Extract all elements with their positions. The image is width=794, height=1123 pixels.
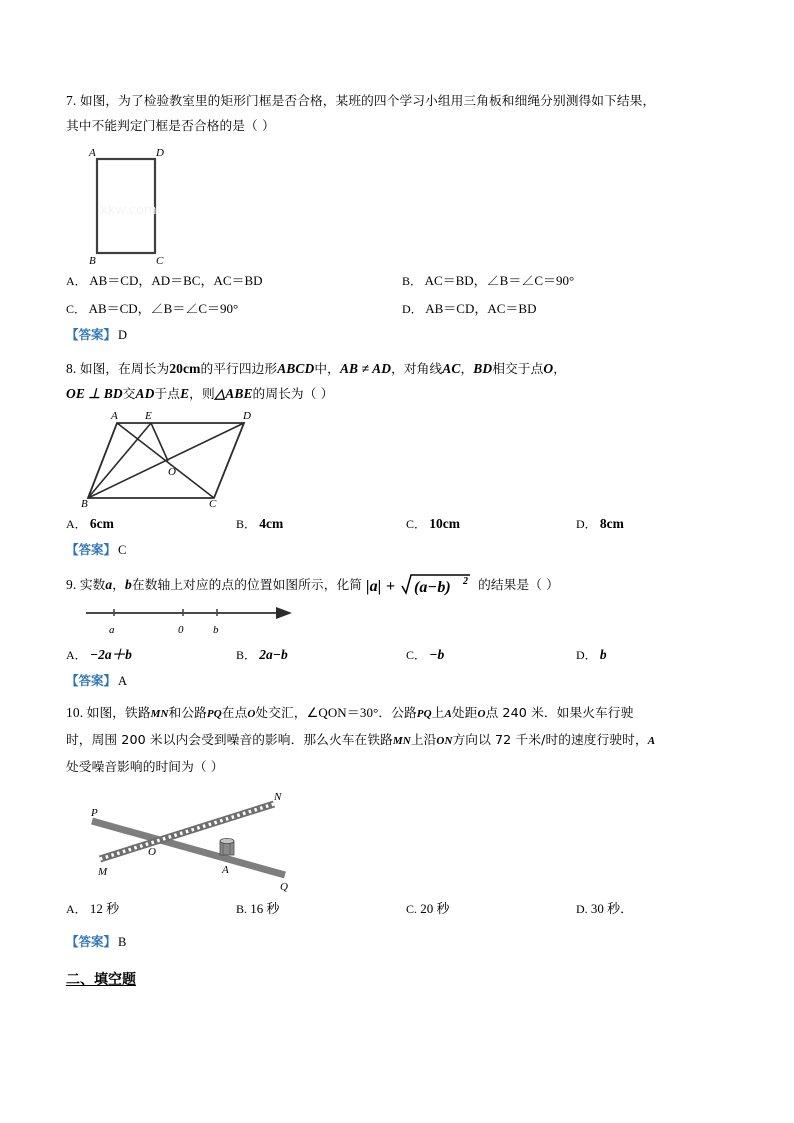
figure-label-A: A (222, 864, 229, 876)
parallelogram-svg (72, 408, 272, 508)
option-B-text: 16 秒 (250, 901, 280, 916)
q10-t11: 上 (431, 705, 445, 720)
q10-t5: 在点 (221, 705, 248, 720)
option-C-letter: C． (406, 517, 427, 531)
question-7-options-row2 (66, 297, 738, 321)
figure-label-O: O (148, 846, 156, 858)
q10-t7: 处交汇， (255, 705, 307, 720)
rectangle-door-frame-svg (78, 142, 258, 267)
question-8-option-B[interactable] (236, 512, 406, 536)
option-C-text: 10cm (429, 516, 461, 531)
question-7-option-B[interactable] (402, 269, 738, 293)
question-9-option-B[interactable] (236, 643, 406, 667)
option-A-text: −2a＋b (89, 647, 132, 662)
house-icon (220, 838, 234, 855)
figure-label-A: A (111, 410, 118, 422)
question-9-number: 9. (66, 577, 77, 593)
formula-radicand: (a−b) (414, 579, 451, 596)
option-A-text: 12 秒 (89, 901, 120, 916)
segment-BE (88, 423, 151, 498)
q10-t8: ∠QON＝30° (306, 705, 379, 720)
q8-u1: OE ⊥ BD (66, 386, 123, 401)
question-10-answer (66, 929, 738, 955)
q8-t7: ，对角线 (391, 361, 443, 376)
question-8-stem-line1 (66, 356, 738, 381)
figure-label-D: D (156, 147, 164, 159)
figure-label-C: C (156, 255, 164, 267)
q8-t2: 20cm (169, 361, 201, 376)
question-8-option-D[interactable] (576, 512, 736, 536)
question-7-number: 7. (66, 93, 77, 108)
question-10-stem-line1 (66, 700, 738, 727)
figure-label-A: A (89, 147, 96, 159)
q10-t1: 如图，铁路 (86, 705, 151, 720)
q9-t1: 实数 (79, 577, 106, 593)
figure-label-B: B (81, 498, 88, 508)
option-C-text: −b (429, 647, 445, 662)
section-heading: 二、填空题 (66, 972, 136, 988)
q8-t5: 中， (314, 361, 340, 376)
q10-t9: ．公路 (378, 705, 417, 720)
number-line-svg (78, 601, 308, 643)
formula-plus: + (386, 578, 396, 595)
number-line-label-0: 0 (178, 624, 184, 636)
answer-value: D (118, 328, 128, 342)
option-D-letter: D． (402, 302, 423, 316)
question-7-option-A[interactable] (66, 269, 402, 293)
q10-t2: MN (150, 708, 169, 720)
option-D-letter: D． (576, 648, 597, 662)
option-D-text: AB＝CD，AC＝BD (425, 301, 537, 316)
question-10-option-C[interactable] (406, 897, 576, 921)
option-D-text: b (599, 647, 607, 662)
q8-u7: △ABE (214, 386, 253, 401)
answer-label: 【答案】 (66, 934, 117, 949)
option-D-text: 8cm (599, 516, 624, 531)
q8-u3: AD (135, 386, 155, 401)
option-A-text: 6cm (89, 516, 114, 531)
figure-label-M: M (98, 866, 108, 878)
question-8-options (66, 512, 738, 536)
question-8-number: 8. (66, 361, 77, 376)
q9-t2: a (105, 577, 113, 593)
figure-label-D: D (243, 410, 251, 422)
q8-u8: 的周长为（ ） (252, 386, 334, 401)
answer-label: 【答案】 (66, 542, 117, 557)
figure-label-E: E (145, 410, 152, 422)
q10-t14: O (477, 708, 486, 720)
q8-t1: 如图，在周长为 (79, 361, 170, 376)
question-7-text-line1: 如图，为了检验教室里的矩形门框是否合格，某班的四个学习小组用三角板和细绳分别测得如下结果， (79, 93, 656, 108)
option-B-letter: B． (236, 517, 257, 531)
question-8-answer (66, 537, 738, 563)
option-D-letter: D． (576, 517, 597, 531)
q8-t10: BD (473, 361, 493, 376)
question-8-stem-line2 (66, 381, 738, 406)
q10-u2: MN (392, 735, 411, 747)
question-8-option-C[interactable] (406, 512, 576, 536)
number-line-label-b: b (213, 624, 219, 636)
q10-u1: 时，周围 200 米以内会受到噪音的影响．那么火车在铁路 (66, 732, 393, 747)
question-10-number: 10. (66, 705, 84, 720)
q10-u3: 上沿 (410, 732, 437, 747)
answer-value: A (118, 674, 128, 688)
question-7-stem-line2 (66, 113, 738, 138)
q10-t10: PQ (416, 708, 432, 720)
question-7-option-C[interactable] (66, 297, 402, 321)
question-10 (66, 700, 738, 955)
question-10-option-B[interactable] (236, 897, 406, 921)
question-9-figure (78, 601, 738, 643)
railway-road-svg (78, 783, 338, 895)
q10-t4: PQ (206, 708, 222, 720)
option-B-letter: B． (236, 648, 257, 662)
option-A-letter: A． (66, 902, 87, 916)
question-9-option-A[interactable] (66, 643, 236, 667)
option-C-letter: C． (406, 648, 427, 662)
axis-arrow (276, 607, 292, 619)
q10-v1: 处受噪音影响的时间为（ ） (66, 759, 224, 774)
figure-label-O: O (168, 466, 176, 478)
q8-t13: ， (553, 361, 567, 376)
question-8-figure (72, 408, 738, 508)
q9-t4: b (125, 577, 132, 593)
q8-u2: 交 (122, 386, 136, 401)
option-B-letter: B. (236, 902, 248, 916)
question-9 (66, 571, 738, 694)
watermark-text: xkw.com (100, 203, 157, 218)
question-10-options (66, 897, 738, 921)
q9-t3: ， (112, 577, 126, 593)
option-C-letter: C． (66, 302, 87, 316)
q8-t12: O (543, 361, 554, 376)
q9-t6: 的结果是（ ） (478, 577, 559, 593)
q8-u5: E (180, 386, 190, 401)
question-10-stem-line3 (66, 754, 738, 779)
figure-label-P: P (91, 807, 98, 819)
question-7-text-line2: 其中不能判定门框是否合格的是（ ） (66, 118, 275, 133)
question-7-options (66, 269, 738, 293)
q10-u5: 方向以 72 千米/时的速度行驶时， (452, 732, 648, 747)
q10-t12: A (444, 708, 452, 720)
q9-t5: 在数轴上对应的点的位置如图所示，化简 (131, 577, 363, 593)
q8-t6: AB ≠ AD (339, 361, 392, 376)
q10-t6: O (247, 708, 256, 720)
option-A-letter: A． (66, 274, 87, 288)
option-A-letter: A． (66, 648, 87, 662)
question-9-answer (66, 668, 738, 694)
q8-t8: AC (442, 361, 461, 376)
question-7-answer (66, 322, 738, 348)
figure-label-Q: Q (280, 881, 288, 893)
q8-t4: ABCD (277, 361, 315, 376)
question-7-figure (78, 142, 738, 267)
answer-value: B (118, 935, 127, 949)
q8-u4: 于点 (154, 386, 181, 401)
question-10-figure (78, 783, 738, 895)
option-B-letter: B． (402, 274, 423, 288)
q8-t11: 相交于点 (492, 361, 544, 376)
question-9-option-D[interactable] (576, 643, 736, 667)
formula-exponent: 2 (463, 576, 469, 587)
q10-t3: 和公路 (168, 705, 207, 720)
option-B-text: AC＝BD，∠B＝∠C＝90° (424, 273, 575, 288)
option-D-letter: D. (576, 902, 588, 916)
formula-abs-a: |a| (366, 578, 382, 595)
option-B-text: 2a−b (259, 647, 288, 662)
question-10-option-A[interactable] (66, 897, 236, 921)
number-line-label-a: a (109, 624, 115, 636)
question-8 (66, 356, 738, 563)
question-10-stem-line2 (66, 727, 738, 754)
figure-label-C: C (209, 498, 217, 508)
question-9-formula (364, 571, 476, 601)
option-D-text: 30 秒． (590, 901, 634, 916)
q10-u6: A (647, 735, 656, 747)
section-heading-wrap (66, 955, 738, 989)
diagonal-BD (88, 423, 244, 498)
option-B-text: 4cm (259, 516, 284, 531)
q10-u4: ON (436, 735, 453, 747)
answer-label: 【答案】 (66, 327, 117, 342)
option-A-text: AB＝CD，AD＝BC，AC＝BD (89, 273, 263, 288)
option-A-letter: A． (66, 517, 87, 531)
question-9-options (66, 643, 738, 667)
figure-label-B: B (89, 255, 96, 267)
q10-t15: 点 240 米．如果火车行驶 (485, 705, 634, 720)
question-8-option-A[interactable] (66, 512, 236, 536)
q10-t13: 处距 (451, 705, 478, 720)
figure-label-N: N (274, 791, 282, 803)
option-C-text: 20 秒 (420, 901, 450, 916)
q8-t3: 的平行四边形 (200, 361, 278, 376)
answer-label: 【答案】 (66, 673, 117, 688)
page-content (66, 88, 738, 989)
option-C-text: AB＝CD，∠B＝∠C＝90° (88, 301, 239, 316)
question-9-stem-line1 (66, 571, 738, 601)
question-7 (66, 88, 738, 348)
question-7-option-D[interactable] (402, 297, 738, 321)
option-C-letter: C. (406, 902, 418, 916)
q8-u6: ，则 (189, 386, 215, 401)
formula-svg (364, 571, 476, 601)
question-7-stem-line1 (66, 88, 738, 113)
question-10-option-D[interactable] (576, 897, 736, 921)
q8-t9: ， (460, 361, 474, 376)
answer-value: C (118, 543, 127, 557)
question-9-option-C[interactable] (406, 643, 576, 667)
